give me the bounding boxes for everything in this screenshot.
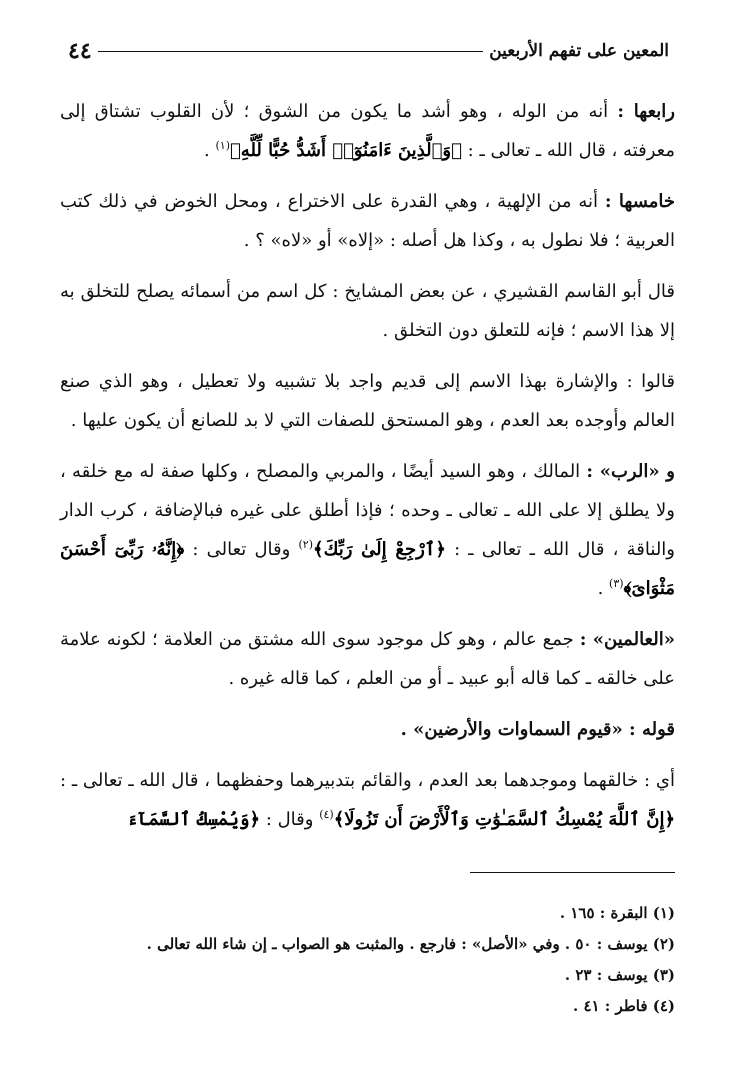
- main-text: [60, 92, 675, 851]
- paragraph-text: قالوا : والإشارة بهذا الاسم إلى قديم واجد بلا تشبيه ولا تعطيل ، وهو الذي صنع العالم وأوجده بعد العدم ، وهو المستحق للصفات التي لا بد للصانع أن يكون عليها .: [60, 371, 675, 431]
- paragraph-qushayri: [60, 272, 675, 350]
- paragraph-text: أنه من الوله ، وهو أشد ما يكون من الشوق ؛ لأن القلوب تشتاق إلى معرفته ، قال الله ـ تعالى ـ :: [60, 101, 675, 161]
- quran-verse: ﴿إِنَّهُۥ رَبِّىٓ أَحْسَنَ مَثْوَاىَ﴾: [60, 539, 675, 599]
- paragraph-fourth: [60, 92, 675, 170]
- paragraph-lead: و «الرب» :: [586, 461, 675, 482]
- paragraph-fifth: [60, 182, 675, 260]
- page-number: ٤٤: [68, 38, 92, 64]
- paragraph-qayyum-heading: [60, 710, 675, 749]
- paragraph-text: وقال تعالى :: [192, 539, 299, 560]
- footnote-1: (١) البقرة : ١٦٥ .: [559, 904, 675, 922]
- paragraph-qayyum: [60, 761, 675, 839]
- footnote-3: (٣) يوسف : ٢٣ .: [564, 966, 675, 984]
- header-rule: [98, 51, 484, 52]
- footnote-ref[interactable]: (٤): [319, 808, 334, 821]
- footnote-ref[interactable]: (٣): [609, 577, 624, 590]
- paragraph-lead: رابعها :: [617, 101, 675, 122]
- paragraph-lead: خامسها :: [604, 191, 676, 212]
- paragraph-text: المالك ، وهو السيد أيضًا ، والمربي والمصلح ، وكلها صفة له مع خلقه ، ولا يطلق إلا على الله ـ تعالى ـ وحده ؛ فإذا أطلق على غيره فبالإضافة ، كرب الدار والناقة ، قال الله ـ تعالى ـ :: [60, 461, 676, 560]
- paragraph-alamin: [60, 620, 675, 698]
- paragraph-end: .: [204, 140, 216, 161]
- footnote-ref[interactable]: (١): [215, 139, 230, 152]
- paragraph-lead: قوله : «قيوم السماوات والأرضين» .: [400, 719, 675, 740]
- book-title: المعين على تفهم الأربعين: [489, 41, 669, 61]
- footnote-4: (٤) فاطر : ٤١ .: [572, 997, 675, 1015]
- paragraph-text: قال أبو القاسم القشيري ، عن بعض المشايخ : كل اسم من أسمائه يصلح للتخلق به إلا هذا الاسم ؛ فإنه للتعلق دون التخلق .: [60, 281, 675, 341]
- quran-verse: ﴿إِنَّ ٱللَّهَ يُمْسِكُ ٱلسَّمَـٰوَٰتِ وَٱلْأَرْضَ أَن تَزُولَا﴾: [333, 809, 675, 830]
- quran-verse: ﴿وَيُمْسِكُ ٱلسَّمَآءَ: [127, 809, 261, 830]
- paragraph-text: جمع عالم ، وهو كل موجود سوى الله مشتق من العلامة ؛ لكونه علامة على خالقه ـ كما قاله أبو عبيد ـ أو من العلم ، كما قاله غيره .: [60, 629, 675, 689]
- footnote-separator: [470, 872, 675, 873]
- footnotes: [60, 898, 675, 1022]
- quran-verse: ﴿ٱرْجِعْ إِلَىٰ رَبِّكَ﴾: [313, 539, 446, 560]
- paragraph-text: أنه من الإلهية ، وهي القدرة على الاختراع ، ومحل الخوض في ذلك كتب العربية ؛ فلا نطول به ، وكذا هل أصله : «إلاه» أو «لاه» ؟ .: [60, 191, 675, 251]
- paragraph-isharah: [60, 362, 675, 440]
- paragraph-text: وقال :: [265, 809, 320, 830]
- footnote-ref[interactable]: (٢): [298, 538, 314, 551]
- paragraph-rabb: [60, 452, 675, 608]
- running-header: [58, 36, 675, 66]
- paragraph-lead: «العالمين» :: [579, 629, 675, 650]
- paragraph-end: .: [597, 578, 610, 599]
- footnote-2: (٢) يوسف : ٥٠ . وفي «الأصل» : فارجع . والمثبت هو الصواب ـ إن شاء الله تعالى .: [146, 935, 675, 953]
- quran-verse: ﴿وَٱلَّذِينَ ءَامَنُوٓا۟ أَشَدُّ حُبًّا لِّلَّهِ﴾: [230, 140, 462, 161]
- paragraph-text: أي : خالقهما وموجدهما بعد العدم ، والقائم بتدبيرهما وحفظهما ، قال الله ـ تعالى ـ :: [60, 770, 675, 791]
